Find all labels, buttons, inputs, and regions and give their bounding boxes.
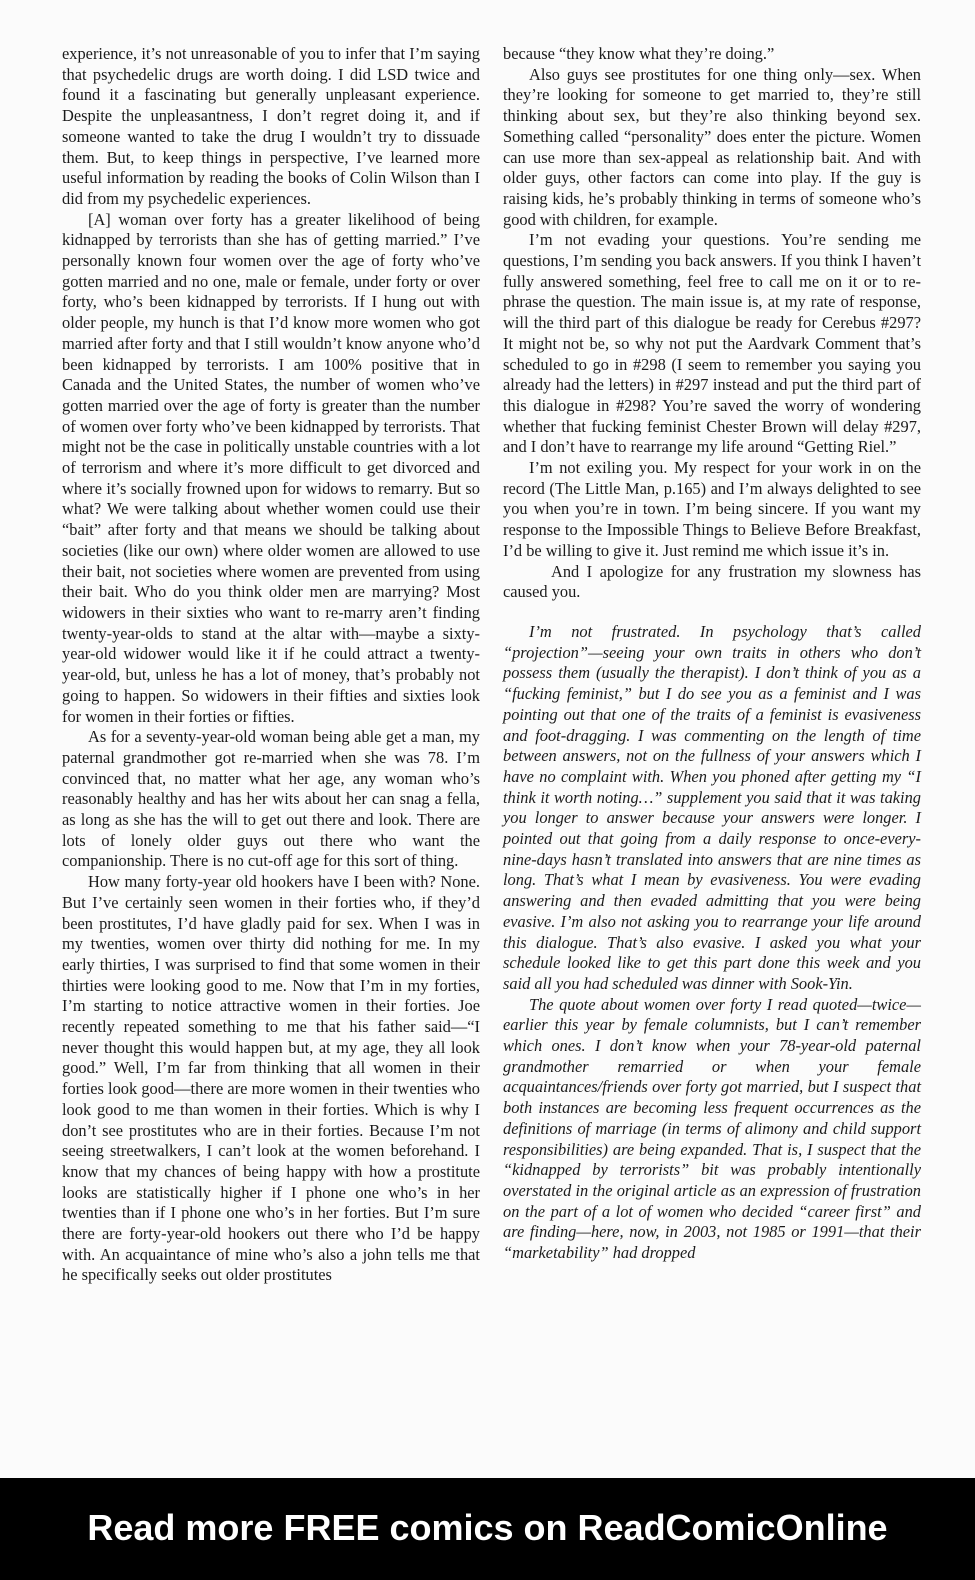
italic-reply-paragraph: The quote about women over forty I read quoted—twice—earlier this year by female columnists, but I can’t remember which ones. I don’t know when your 78-year-old paternal grandmother remarried or when your female acquaintances/friends over forty got married, but I suspect that both instances are becoming less frequent occurrences as the definitions of marriage (in terms of alimony and child support responsibilities) are being expanded. That is, I suspect that the “kidnapped by terrorists” bit was probably intentionally overstated in the original article as an expression of frustration on the part of a lot of women who decided “career first” and are finding—here, now, in 2003, not 1985 or 1991—that their “marketability” had dropped xyxy=(503,994,921,1263)
left-text-column xyxy=(62,44,480,1286)
paragraph: experience, it’s not unreasonable of you to infer that I’m saying that psychedelic drugs are worth doing. I did LSD twice and found it a fascinating but generally unpleasant experience. Despite the unpleasantness, I don’t regret doing it, and if someone wanted to take the drug I wouldn’t try to dissuade them. But, to keep things in perspective, I’ve learned more useful information by reading the books of Colin Wilson than I did from my psychedelic experiences. xyxy=(62,44,480,208)
italic-reply-paragraph: I’m not frustrated. In psychology that’s called “projection”—seeing your own traits in others who don’t possess them (usually the therapist). I don’t think of you as a “fucking feminist,” but I do see you as a feminist and I was pointing out that one of the traits of a feminist is evasiveness and foot-dragging. I was commenting on the length of time between answers, not on the fullness of your answers which I have no complaint with. When you phoned after getting my “I think it worth noting…” supplement you said that it was taking you longer to answer because your answers were longer. I pointed out that going from a daily response to once-every-nine-days hasn’t translated into answers that are nine times as long. That’s what I mean by evasiveness. You were evading answering and then evaded admitting that you were being evasive. I’m also not asking you to rearrange your life around this dialogue. That’s also evasive. I asked you what your schedule looked like to get this part done this week and you said all you had scheduled was dinner with Sook-Yin. xyxy=(503,621,921,993)
paragraph: How many forty-year old hookers have I been with? None. But I’ve certainly seen women in their forties who, if they’d been prostitutes, I’d have gladly paid for sex. When I was in my twenties, women over thirty did nothing for me. In my early thirties, I was surprised to find that some women in their thirties were looking good to me. Now that I’m in my forties, I’m starting to notice attractive women in their forties. Joe recently repeated something to me that his father said—“I never thought this would happen but, at my age, they all look good.” Well, I’m far from thinking that all women in their forties look good—there are more women in their twenties who look good to me than women in their forties. Which is why I don’t see prostitutes who are in their forties. Because I’m not seeing streetwalkers, I can’t look at the women beforehand. I know that my chances of being happy with how a prostitute looks are statistically higher if I phone one who’s in her twenties than if I phone one who’s in her forties. But I’m sure there are forty-year-old hookers out there who I’d be happy with. An acquaintance of mine who’s also a john tells me that he specifically seeks out older prostitutes xyxy=(62,872,480,1285)
right-text-column xyxy=(503,44,921,1264)
paragraph: And I apologize for any frustration my slowness has caused you. xyxy=(503,561,921,602)
paragraph: I’m not evading your questions. You’re sending me questions, I’m sending you back answers. If you think I haven’t fully answered something, feel free to call me on it or to re-phrase the question. The main issue is, at my rate of response, will the third part of this dialogue be ready for Cerebus #297? It might not be, so why not put the Aardvark Comment that’s scheduled to go in #298 (I seem to remember you saying you already had the letters) in #297 instead and put the third part of this dialogue in #298? You’re saved the worry of wondering whether that fucking feminist Chester Brown will delay #297, and I don’t have to rearrange my life around “Getting Riel.” xyxy=(503,230,921,457)
promo-banner[interactable] xyxy=(0,1478,975,1580)
paragraph: I’m not exiling you. My respect for your work in on the record (The Little Man, p.165) and I’m always delighted to see you when you’re in town. I’m being sincere. If you want my response to the Impossible Things to Believe Before Breakfast, I’d be willing to give it. Just remind me which issue it’s in. xyxy=(503,458,921,560)
paragraph: As for a seventy-year-old woman being able get a man, my paternal grandmother got re-married when she was 78. I’m convinced that, no matter what her age, any woman who’s reasonably healthy and has her wits about her can snag a fella, as long as she has the will to get out there and look. There are lots of lonely older guys out there who want the companionship. There is no cut-off age for this sort of thing. xyxy=(62,727,480,871)
paragraph: [A] woman over forty has a greater likelihood of being kidnapped by terrorists than she has of getting married.” I’ve personally known four women over the age of forty who’ve gotten married and no one, male or female, under forty or over forty, who’s been kidnapped by terrorists. If I hung out with older people, my hunch is that I’d know more women who got married after forty and that I still wouldn’t know anyone who’d been kidnapped by terrorists. I am 100% positive that in Canada and the United States, the number of women who’ve gotten married over the age of forty is greater than the number of women over forty who’ve been kidnapped by terrorists. That might not be the case in politically unstable countries with a lot of terrorism and where it’s more difficult to get divorced and where it’s socially frowned upon for widows to remarry. But so what? We were talking about whether women could use their “bait” after forty and that means we should be talking about societies (like our own) where older women are allowed to use their bait, not societies where women are prevented from using their bait. Who do you think older men are marrying? Most widowers in their sixties who want to re-marry aren’t finding twenty-year-olds to stand at the altar with—maybe a sixty-year-old widower would like it if he could attract a twenty-year-old, but, unless he has a lot of money, that’s probably not going to happen. So widowers in their fifties and sixties look for women in their forties or fifties. xyxy=(62,209,480,726)
promo-banner-text[interactable]: Read more FREE comics on ReadComicOnline xyxy=(87,1507,888,1548)
paragraph: Also guys see prostitutes for one thing only—sex. When they’re looking for someone to get married to, they’re still thinking about sex, but they’re also thinking beyond sex. Something called “personality” does enter the picture. Women can use more than sex-appeal as relationship bait. And with older guys, other factors can come into play. If the guy is raising kids, he’s probably thinking in terms of someone who’s good with children, for example. xyxy=(503,64,921,229)
paragraph: because “they know what they’re doing.” xyxy=(503,44,775,63)
